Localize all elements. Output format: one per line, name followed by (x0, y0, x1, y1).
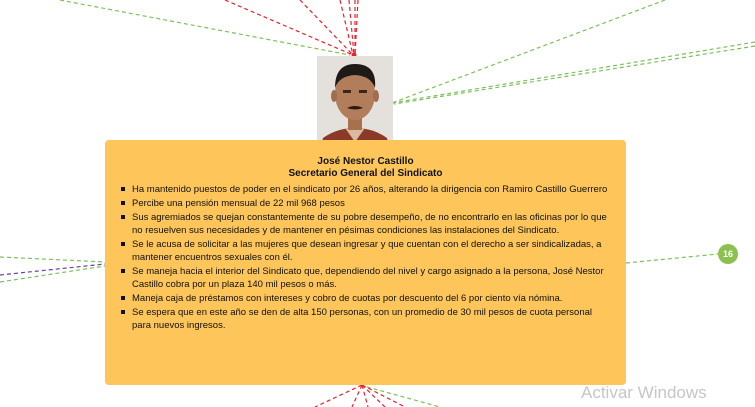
person-name: José Nestor Castillo (317, 156, 414, 167)
list-item: Se le acusa de solicitar a las mujeres que desean ingresar y que cuentan con el derecho a ser sindicalizadas, a mantener encuentros sexuales con él. (132, 238, 612, 264)
count-badge[interactable]: 16 (718, 244, 738, 264)
green-link (0, 257, 105, 262)
green-link (392, 42, 755, 103)
green-link (60, 0, 350, 55)
red-link (352, 385, 362, 407)
red-link (362, 385, 405, 407)
red-link (362, 385, 385, 407)
activation-watermark: Activar Windows (581, 383, 707, 402)
list-item: Ha mantenido puestos de poder en el sindicato por 26 años, alterando la dirigencia con Ramiro Castillo Guerrero (132, 183, 612, 196)
red-link (349, 0, 354, 55)
list-item: Se maneja hacia el interior del Sindicato que, dependiendo del nivel y cargo asignado a la persona, José Nestor Castillo cobra por un plaza 140 mil pesos o más. (132, 265, 612, 291)
red-link (340, 0, 353, 55)
list-item: Se espera que en este año se den de alta 150 personas, con un promedio de 30 mil pesos de cuota personal para nuevos ingresos. (132, 306, 612, 332)
red-link (315, 385, 362, 407)
red-link (362, 385, 368, 407)
list-item: Percibe una pensión mensual de 22 mil 968 pesos (132, 197, 612, 210)
bullet-list (119, 183, 612, 332)
green-link (0, 266, 105, 282)
person-role: Secretario General del Sindicato (288, 168, 443, 179)
red-link (225, 0, 353, 55)
person-card[interactable] (105, 140, 626, 385)
green-link (626, 254, 718, 263)
list-item: Maneja caja de préstamos con intereses y cobro de cuotas por descuento del 6 por ciento vía nómina. (132, 292, 612, 305)
list-item: Sus agremiados se quejan constantemente de su pobre desempeño, de no encontrarlo en las oficinas por lo que no resuelven sus necesidades y de mantener en pésimas condiciones las instalaciones del Sindicato. (132, 211, 612, 237)
green-link (394, 46, 755, 104)
green-link (392, 0, 665, 103)
purple-link (0, 264, 105, 275)
green-link (360, 385, 440, 407)
